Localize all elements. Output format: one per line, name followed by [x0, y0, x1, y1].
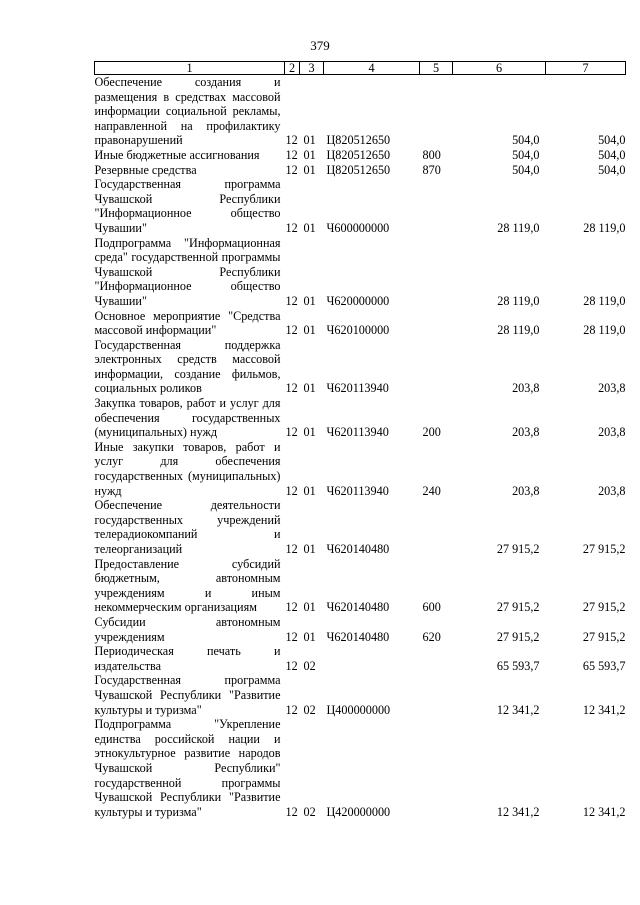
row-subsection: 01: [303, 542, 316, 556]
row-subsection: 01: [303, 425, 316, 440]
row-target-article: Ц820512650: [326, 147, 391, 162]
row-name: Иные бюджетные ассигнования: [94, 147, 260, 162]
row-section: 12: [285, 542, 298, 556]
row-expense-type: [420, 309, 453, 338]
row-section: 12: [285, 804, 298, 819]
row-subsection: 01: [303, 293, 316, 308]
row-name: Периодическая печать и издательства: [94, 644, 281, 673]
row-amount-1: 504,0: [512, 133, 540, 148]
header-col-1: 1: [95, 62, 285, 75]
row-target-article: Ч620113940: [326, 381, 389, 396]
row-name: Иные закупки товаров, работ и услуг для обеспечения государственных (муниципальных) нужд: [94, 439, 281, 498]
row-expense-type: [420, 75, 453, 148]
row-subsection: 01: [303, 162, 316, 177]
row-section: 12: [285, 293, 298, 308]
row-expense-type: 240: [422, 483, 441, 498]
row-amount-2: 203,8: [598, 425, 626, 440]
row-amount-1: 12 341,2: [496, 804, 540, 819]
row-subsection: 02: [303, 702, 316, 717]
row-amount-1: 504,0: [512, 147, 540, 162]
header-col-6: 6: [453, 62, 546, 75]
table-row: [95, 557, 626, 615]
header-col-2: 2: [285, 62, 300, 75]
table-row: [95, 673, 626, 717]
row-expense-type: [420, 673, 453, 717]
row-amount-1: 28 119,0: [497, 293, 540, 308]
row-target-article: Ц420000000: [326, 804, 391, 819]
row-subsection: 01: [303, 483, 316, 498]
row-amount-2: 28 119,0: [583, 220, 626, 235]
row-expense-type: [420, 644, 453, 673]
row-amount-1: 203,8: [512, 381, 540, 396]
row-amount-1: 27 915,2: [496, 600, 540, 615]
row-name: Государственная программа Чувашской Республики "Развитие культуры и туризма": [94, 673, 281, 717]
row-expense-type: [420, 338, 453, 396]
row-expense-type: 870: [422, 162, 441, 177]
row-name: Предоставление субсидий бюджетным, автономным учреждениям и иным некоммерческим организациям: [94, 556, 281, 615]
row-name: Подпрограмма "Укрепление единства российской нации и этнокультурное развитие народов Чувашской Республики" государственной программы Чувашской Республики "Развитие культуры и туризма": [94, 717, 281, 819]
table-row: [95, 309, 626, 338]
row-amount-1: 203,8: [512, 483, 540, 498]
row-amount-1: 203,8: [512, 425, 540, 440]
row-amount-1: 28 119,0: [497, 220, 540, 235]
table-row: [95, 644, 626, 673]
row-subsection: 01: [303, 220, 316, 235]
row-expense-type: [420, 717, 453, 819]
table-row: [95, 615, 626, 644]
row-section: 12: [285, 220, 298, 235]
table-row: [95, 717, 626, 819]
row-subsection: 01: [303, 381, 316, 396]
row-target-article: Ц820512650: [326, 162, 391, 177]
row-amount-2: 27 915,2: [582, 600, 626, 615]
row-target-article: Ц400000000: [326, 702, 391, 717]
row-section: 12: [285, 381, 298, 396]
row-amount-2: 504,0: [598, 133, 626, 148]
row-name: Субсидии автономным учреждениям: [94, 614, 281, 644]
row-name: Обеспечение создания и размещения в средствах массовой информации социальной рекламы, направленной на профилактику правонарушений: [94, 75, 281, 148]
row-name: Обеспечение деятельности государственных учреждений телерадиокомпаний и телеорганизаций: [94, 498, 281, 556]
row-amount-1: 12 341,2: [496, 702, 540, 717]
table-row: [95, 75, 626, 148]
row-section: 12: [285, 658, 298, 673]
row-subsection: 01: [303, 147, 316, 162]
row-subsection: 02: [303, 658, 316, 673]
table-row: [95, 396, 626, 440]
row-name: Государственная поддержка электронных средств массовой информации, создание фильмов, социальных роликов: [94, 337, 281, 396]
row-target-article: Ч620140480: [326, 542, 390, 556]
row-name: Основное мероприятие "Средства массовой информации": [94, 308, 281, 338]
row-subsection: 01: [303, 600, 316, 615]
row-section: 12: [285, 323, 298, 338]
row-expense-type: 200: [422, 425, 441, 440]
row-amount-2: 504,0: [598, 162, 626, 177]
row-target-article: Ч620100000: [326, 323, 390, 338]
row-subsection: 01: [303, 323, 316, 338]
table-row: [95, 163, 626, 178]
table-row: [95, 236, 626, 309]
budget-table: [94, 61, 626, 819]
table-row: [95, 498, 626, 556]
header-col-3: 3: [300, 62, 324, 75]
row-amount-1: 504,0: [512, 162, 540, 177]
row-amount-1: 28 119,0: [497, 323, 540, 338]
row-amount-2: 27 915,2: [582, 629, 626, 644]
row-name: Закупка товаров, работ и услуг для обеспечения государственных (муниципальных) нужд: [94, 396, 281, 440]
row-amount-2: 28 119,0: [583, 323, 626, 338]
row-amount-2: 12 341,2: [582, 702, 626, 717]
table-row: [95, 440, 626, 498]
row-target-article: Ч600000000: [326, 220, 390, 235]
row-amount-2: 65 593,7: [582, 658, 626, 673]
row-target-article: Ч620113940: [326, 425, 389, 440]
row-section: 12: [285, 702, 298, 717]
row-subsection: 01: [303, 133, 316, 148]
table-row: [95, 177, 626, 235]
page-number: 379: [310, 38, 330, 53]
row-expense-type: [420, 177, 453, 235]
header-row: [95, 62, 626, 75]
row-section: 12: [285, 133, 298, 148]
row-target-article: Ц820512650: [326, 133, 391, 148]
row-section: 12: [285, 162, 298, 177]
row-amount-2: 504,0: [598, 147, 626, 162]
row-expense-type: 600: [422, 600, 441, 615]
row-name: Подпрограмма "Информационная среда" государственной программы Чувашской Республики "Информационное общество Чувашии": [94, 235, 281, 308]
row-target-article: Ч620113940: [326, 483, 389, 498]
table-row: [95, 148, 626, 163]
row-expense-type: [420, 498, 453, 556]
row-section: 12: [285, 629, 298, 644]
table-body: [95, 75, 626, 820]
row-amount-1: 65 593,7: [496, 658, 540, 673]
row-amount-2: 203,8: [598, 483, 626, 498]
row-name: Резервные средства: [94, 162, 197, 177]
header-col-5: 5: [420, 62, 453, 75]
row-subsection: 01: [303, 629, 316, 644]
row-amount-2: 203,8: [598, 381, 626, 396]
row-expense-type: 800: [422, 147, 441, 162]
row-amount-1: 27 915,2: [496, 542, 540, 556]
header-col-4: 4: [324, 62, 420, 75]
row-amount-1: 27 915,2: [496, 629, 540, 644]
row-section: 12: [285, 147, 298, 162]
row-name: Государственная программа Чувашской Республики "Информационное общество Чувашии": [94, 177, 281, 235]
table-row: [95, 338, 626, 396]
row-target-article: Ч620000000: [326, 293, 390, 308]
row-amount-2: 27 915,2: [582, 542, 626, 556]
row-amount-2: 28 119,0: [583, 293, 626, 308]
row-target-article: [324, 644, 420, 673]
row-amount-2: 12 341,2: [582, 804, 626, 819]
row-target-article: Ч620140480: [326, 629, 390, 644]
row-section: 12: [285, 425, 298, 440]
row-subsection: 02: [303, 804, 316, 819]
row-section: 12: [285, 600, 298, 615]
row-expense-type: 620: [422, 629, 441, 644]
row-section: 12: [285, 483, 298, 498]
row-expense-type: [420, 236, 453, 309]
row-target-article: Ч620140480: [326, 600, 390, 615]
header-col-7: 7: [546, 62, 626, 75]
